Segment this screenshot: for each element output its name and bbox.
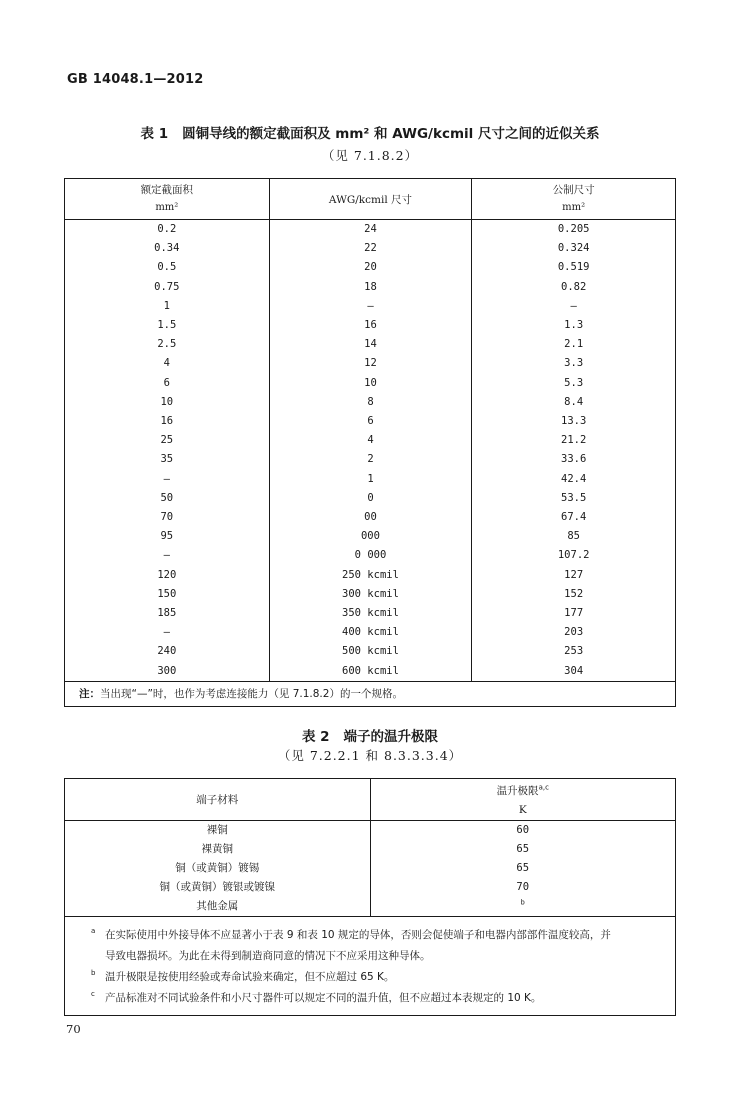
table2-title: 端子的温升极限 [343, 729, 439, 745]
header-unit: mm² [562, 202, 586, 213]
table-row [65, 821, 676, 841]
rated-area-cell: 1 [65, 297, 270, 316]
table2 [64, 778, 676, 1016]
table-row [65, 239, 676, 258]
awg-size-cell: 0 [269, 489, 472, 508]
table2-header-row [65, 779, 676, 821]
metric-size-cell: 107.2 [472, 546, 676, 565]
awg-size-cell: 14 [269, 335, 472, 354]
metric-size-cell: 177 [472, 604, 676, 623]
material-cell: 裸黄铜 [65, 840, 371, 859]
table-row [65, 354, 676, 373]
table2-footnotes-row [65, 917, 676, 1016]
rated-area-cell: 35 [65, 450, 270, 469]
awg-size-cell: 00 [269, 508, 472, 527]
footnote-text: 温升极限是按使用经验或寿命试验来确定，但不应超过 65 K。 [105, 971, 395, 983]
material-cell: 其他金属 [65, 897, 371, 917]
metric-size-cell: 0.324 [472, 239, 676, 258]
table-row [65, 412, 676, 431]
footnote [91, 925, 661, 967]
standard-code: GB 14048.1—2012 [67, 72, 204, 87]
header-unit: mm² [155, 202, 179, 213]
table1-note-row [65, 681, 676, 706]
footnote-mark: b [520, 898, 525, 907]
rated-area-cell: 25 [65, 431, 270, 450]
awg-size-cell: 000 [269, 527, 472, 546]
table-row [65, 527, 676, 546]
rated-area-cell: 4 [65, 354, 270, 373]
table1 [64, 178, 676, 707]
rated-area-cell: 95 [65, 527, 270, 546]
metric-size-cell: 1.3 [472, 316, 676, 335]
metric-size-cell: 85 [472, 527, 676, 546]
table-row [65, 297, 676, 316]
table1-number: 表 1 [140, 126, 169, 142]
rated-area-cell: — [65, 546, 270, 565]
metric-size-cell: 152 [472, 585, 676, 604]
table-row [65, 450, 676, 469]
header-footnote-mark: a,c [538, 783, 549, 791]
table2-number: 表 2 [301, 729, 330, 745]
footnote [91, 988, 661, 1009]
header-label: 额定截面积 [140, 184, 194, 196]
awg-size-cell: 20 [269, 258, 472, 277]
table1-header-rated-area [65, 179, 270, 220]
table-row [65, 840, 676, 859]
table-row [65, 604, 676, 623]
table2-header-material [65, 779, 371, 821]
awg-size-cell: 24 [269, 220, 472, 240]
table-row [65, 508, 676, 527]
footnote-mark: c [91, 990, 95, 998]
table-row [65, 374, 676, 393]
awg-size-cell: 600 kcmil [269, 662, 472, 682]
awg-size-cell: 500 kcmil [269, 642, 472, 661]
rated-area-cell: 120 [65, 566, 270, 585]
footnote-mark: a [91, 927, 96, 935]
awg-size-cell: 16 [269, 316, 472, 335]
table-row [65, 566, 676, 585]
rated-area-cell: 0.34 [65, 239, 270, 258]
awg-size-cell: 1 [269, 470, 472, 489]
note-text: 当出现“—”时，也作为考虑连接能力（见 7.1.8.2）的一个规格。 [100, 687, 403, 700]
limit-value: 60 [516, 824, 530, 836]
table-row [65, 470, 676, 489]
limit-cell [370, 840, 676, 859]
rated-area-cell: 2.5 [65, 335, 270, 354]
rated-area-cell: 1.5 [65, 316, 270, 335]
limit-value: 70 [516, 881, 530, 893]
metric-size-cell: 0.519 [472, 258, 676, 277]
rated-area-cell: — [65, 470, 270, 489]
note-label: 注： [79, 687, 100, 700]
table1-header-awg [269, 179, 472, 220]
metric-size-cell: 8.4 [472, 393, 676, 412]
awg-size-cell: 300 kcmil [269, 585, 472, 604]
metric-size-cell: 127 [472, 566, 676, 585]
header-label: AWG/kcmil 尺寸 [328, 193, 413, 206]
rated-area-cell: 300 [65, 662, 270, 682]
material-cell: 裸铜 [65, 821, 371, 841]
limit-value: 65 [516, 843, 530, 855]
rated-area-cell: 70 [65, 508, 270, 527]
table-row [65, 878, 676, 897]
limit-value: 65 [516, 862, 530, 874]
metric-size-cell: 67.4 [472, 508, 676, 527]
material-cell: 铜（或黄铜）镀锡 [65, 859, 371, 878]
metric-size-cell: 253 [472, 642, 676, 661]
limit-cell [370, 859, 676, 878]
table-row [65, 220, 676, 240]
table2-reference: （见 7.2.2.1 和 8.3.3.3.4） [277, 748, 463, 763]
footnote-mark: b [91, 969, 96, 977]
table-row [65, 585, 676, 604]
limit-cell [370, 897, 676, 917]
awg-size-cell: 18 [269, 278, 472, 297]
table2-footnotes [65, 917, 676, 1016]
footnote-text: 在实际使用中外接导体不应显著小于表 9 和表 10 规定的导体，否则会促使端子和电器内部部件温度较高，并 [105, 929, 611, 941]
table-row [65, 335, 676, 354]
metric-size-cell: 33.6 [472, 450, 676, 469]
table-row [65, 546, 676, 565]
metric-size-cell: 42.4 [472, 470, 676, 489]
awg-size-cell: 250 kcmil [269, 566, 472, 585]
metric-size-cell: 3.3 [472, 354, 676, 373]
rated-area-cell: 185 [65, 604, 270, 623]
metric-size-cell: 53.5 [472, 489, 676, 508]
table-row [65, 489, 676, 508]
metric-size-cell: 13.3 [472, 412, 676, 431]
rated-area-cell: 0.2 [65, 220, 270, 240]
footnote-text: 产品标准对不同试验条件和小尺寸器件可以规定不同的温升值，但不应超过本表规定的 10 K。 [105, 992, 542, 1004]
header-label: 温升极限 [496, 784, 539, 797]
awg-size-cell: 350 kcmil [269, 604, 472, 623]
table-row [65, 642, 676, 661]
footnote [91, 967, 661, 988]
rated-area-cell: 0.5 [65, 258, 270, 277]
table-row [65, 662, 676, 682]
page-number: 70 [66, 1022, 81, 1036]
table-row [65, 897, 676, 917]
table-row [65, 393, 676, 412]
table1-title: 圆铜导线的额定截面积及 mm² 和 AWG/kcmil 尺寸之间的近似关系 [182, 126, 600, 142]
table1-reference: （见 7.1.8.2） [321, 148, 419, 163]
table1-caption [64, 122, 676, 142]
rated-area-cell: 240 [65, 642, 270, 661]
metric-size-cell: — [472, 297, 676, 316]
awg-size-cell: — [269, 297, 472, 316]
awg-size-cell: 0 000 [269, 546, 472, 565]
table2-caption [64, 725, 676, 745]
rated-area-cell: 16 [65, 412, 270, 431]
awg-size-cell: 4 [269, 431, 472, 450]
rated-area-cell: 50 [65, 489, 270, 508]
rated-area-cell: 10 [65, 393, 270, 412]
awg-size-cell: 400 kcmil [269, 623, 472, 642]
metric-size-cell: 0.205 [472, 220, 676, 240]
table-row [65, 859, 676, 878]
table-row [65, 258, 676, 277]
awg-size-cell: 6 [269, 412, 472, 431]
awg-size-cell: 10 [269, 374, 472, 393]
table1-header-metric [472, 179, 676, 220]
metric-size-cell: 203 [472, 623, 676, 642]
limit-cell [370, 878, 676, 897]
table-row [65, 431, 676, 450]
footnote-text-continued: 导致电器损坏。为此在未得到制造商同意的情况下不应采用这种导体。 [105, 950, 431, 962]
metric-size-cell: 21.2 [472, 431, 676, 450]
awg-size-cell: 2 [269, 450, 472, 469]
metric-size-cell: 0.82 [472, 278, 676, 297]
awg-size-cell: 8 [269, 393, 472, 412]
rated-area-cell: 6 [65, 374, 270, 393]
table-row [65, 316, 676, 335]
metric-size-cell: 2.1 [472, 335, 676, 354]
table1-header-row [65, 179, 676, 220]
metric-size-cell: 5.3 [472, 374, 676, 393]
rated-area-cell: 150 [65, 585, 270, 604]
metric-size-cell: 304 [472, 662, 676, 682]
awg-size-cell: 12 [269, 354, 472, 373]
table2-header-limit [370, 779, 676, 821]
rated-area-cell: 0.75 [65, 278, 270, 297]
header-label: 公制尺寸 [552, 184, 595, 196]
header-label: 端子材料 [196, 794, 239, 806]
table-row [65, 278, 676, 297]
material-cell: 铜（或黄铜）镀银或镀镍 [65, 878, 371, 897]
table1-note [65, 681, 676, 706]
awg-size-cell: 22 [269, 239, 472, 258]
limit-cell [370, 821, 676, 841]
header-unit: K [518, 803, 527, 816]
rated-area-cell: — [65, 623, 270, 642]
table-row [65, 623, 676, 642]
